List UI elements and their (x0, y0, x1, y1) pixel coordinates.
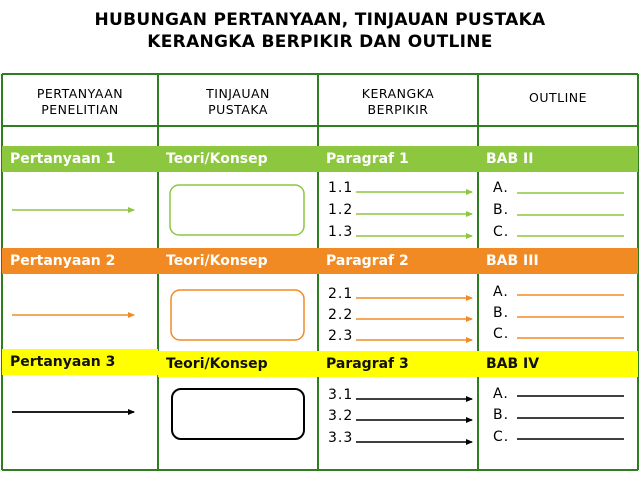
question-band-2: Pertanyaan 2 (2, 248, 158, 274)
header-line: OUTLINE (528, 90, 588, 105)
concept-box-3 (172, 389, 304, 439)
header-line: TINJAUAN (206, 86, 270, 101)
outline-item-1-a: A. (493, 180, 509, 196)
theory-band-2: Teori/Konsep (158, 248, 318, 274)
question-band-3: Pertanyaan 3 (2, 349, 158, 375)
sub-item-2-1: 2.1 (328, 286, 354, 302)
paragraph-band-2: Paragraf 2 (318, 248, 478, 274)
theory-band-1: Teori/Konsep (158, 146, 318, 172)
outline-item-1-c: C. (493, 224, 510, 240)
sub-item-1-1: 1.1 (328, 180, 354, 196)
outline-item-2-b: B. (493, 305, 510, 321)
header-line: PENELITIAN (41, 102, 119, 117)
chapter-band-3: BAB IV (478, 351, 638, 377)
sub-item-2-2: 2.2 (328, 307, 354, 323)
outline-item-2-a: A. (493, 284, 509, 300)
sub-item-3-2: 3.2 (328, 408, 354, 424)
sub-item-1-3: 1.3 (328, 224, 354, 240)
title-line-1: HUBUNGAN PERTANYAAN, TINJAUAN PUSTAKA (94, 10, 546, 30)
header-line: PUSTAKA (208, 102, 268, 117)
sub-item-3-1: 3.1 (328, 387, 354, 403)
header-line: KERANGKA (361, 86, 435, 101)
outline-item-3-c: C. (493, 429, 510, 445)
chapter-band-2: BAB III (478, 248, 638, 274)
paragraph-band-3: Paragraf 3 (318, 351, 478, 377)
outline-item-3-b: B. (493, 407, 510, 423)
question-band-1: Pertanyaan 1 (2, 146, 158, 172)
sub-item-2-3: 2.3 (328, 328, 354, 344)
title-line-2: KERANGKA BERPIKIR DAN OUTLINE (147, 32, 493, 52)
sub-item-3-3: 3.3 (328, 430, 354, 446)
outline-item-3-a: A. (493, 386, 509, 402)
concept-box-2 (171, 290, 304, 340)
theory-band-3: Teori/Konsep (158, 351, 318, 377)
header-line: PERTANYAAN (36, 86, 124, 101)
outline-item-1-b: B. (493, 202, 510, 218)
concept-box-1 (170, 185, 304, 235)
paragraph-band-1: Paragraf 1 (318, 146, 478, 172)
header-line: BERPIKIR (367, 102, 429, 117)
chapter-band-1: BAB II (478, 146, 638, 172)
outline-item-2-c: C. (493, 326, 510, 342)
sub-item-1-2: 1.2 (328, 202, 354, 218)
